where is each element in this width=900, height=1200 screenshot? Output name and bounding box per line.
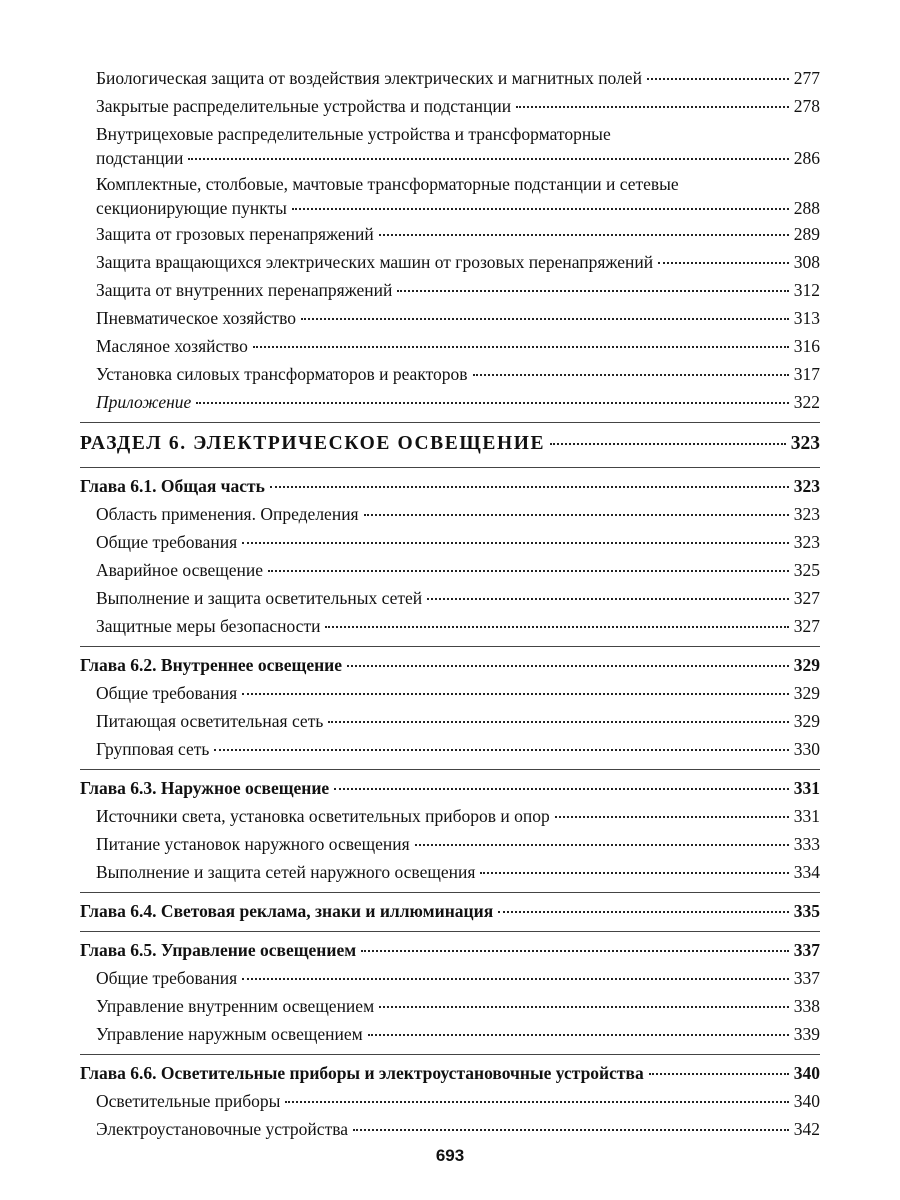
dot-leader [196, 402, 788, 404]
toc-entry [80, 735, 820, 763]
dot-leader [188, 158, 788, 160]
toc-entry-page: 325 [793, 560, 820, 580]
toc-entry-page: 329 [793, 683, 820, 703]
toc-entry-page: 334 [793, 862, 820, 882]
chapter-page: 340 [793, 1063, 820, 1083]
toc-chapter [80, 651, 820, 679]
toc-entry [80, 556, 820, 584]
toc-entry-page: 322 [793, 392, 820, 412]
toc-entry [96, 146, 820, 170]
divider [80, 467, 820, 468]
toc-entry-title: Выполнение и защита сетей наружного освещения [96, 862, 476, 882]
toc-entry-title: Общие требования [96, 683, 238, 703]
toc-entry [80, 360, 820, 388]
dot-leader [242, 978, 789, 980]
toc-entry-title: Защита от грозовых перенапряжений [96, 224, 374, 244]
toc-entry-title: Питающая осветительная сеть [96, 711, 324, 731]
toc-entry [80, 679, 820, 707]
page-number: 693 [435, 1146, 465, 1165]
toc-entry-title: Приложение [96, 392, 192, 412]
toc-entry [80, 584, 820, 612]
chapter-title: Глава 6.5. Управление освещением [80, 940, 357, 960]
divider [80, 422, 820, 423]
toc-entry-title: Установка силовых трансформаторов и реакторов [96, 364, 468, 384]
chapter-title: Глава 6.3. Наружное освещение [80, 778, 330, 798]
toc-entry-page: 337 [793, 968, 820, 988]
toc-entry [80, 612, 820, 640]
toc-entry-page: 312 [793, 280, 820, 300]
chapter-title: Глава 6.1. Общая часть [80, 476, 265, 496]
dot-leader [427, 598, 789, 600]
divider [80, 1054, 820, 1055]
dot-leader [270, 486, 789, 488]
toc-entry [80, 707, 820, 735]
toc-entry-page: 342 [793, 1119, 820, 1139]
toc-entry-page: 289 [793, 224, 820, 244]
toc-entry [80, 92, 820, 120]
dot-leader [242, 542, 789, 544]
toc-entry-page: 308 [793, 252, 820, 272]
divider [80, 646, 820, 647]
dot-leader [480, 872, 788, 874]
toc-entry-page: 333 [793, 834, 820, 854]
toc-entry-page: 277 [793, 68, 820, 88]
dot-leader [397, 290, 788, 292]
toc-entry-title: Общие требования [96, 532, 238, 552]
toc-entry-page: 313 [793, 308, 820, 328]
toc-entry-title: Управление наружным освещением [96, 1024, 363, 1044]
chapter-page: 337 [793, 940, 820, 960]
toc-chapter [80, 936, 820, 964]
divider [80, 892, 820, 893]
toc-entry-title: Масляное хозяйство [96, 336, 248, 356]
toc-entry-page: 316 [793, 336, 820, 356]
dot-leader [292, 208, 789, 210]
toc-entry-page: 338 [793, 996, 820, 1016]
dot-leader [516, 106, 789, 108]
toc-entry-title: Электроустановочные устройства [96, 1119, 349, 1139]
dot-leader [647, 78, 789, 80]
toc-entry-title: подстанции [96, 148, 184, 168]
chapter-page: 329 [793, 655, 820, 675]
toc-section-heading [80, 427, 820, 461]
toc-entry [80, 1087, 820, 1115]
toc-entry-page: 327 [793, 588, 820, 608]
dot-leader [555, 816, 789, 818]
toc-entry-title-line1: Внутрицеховые распределительные устройства и трансформаторные [96, 124, 611, 144]
dot-leader [253, 346, 789, 348]
toc-entry [80, 964, 820, 992]
toc-entry-page: 278 [793, 96, 820, 116]
dot-leader [242, 693, 789, 695]
dot-leader [379, 1006, 789, 1008]
toc-entry-page: 323 [793, 532, 820, 552]
toc-entry-multiline [80, 172, 820, 220]
section-title: РАЗДЕЛ 6. ЭЛЕКТРИЧЕСКОЕ ОСВЕЩЕНИЕ [80, 433, 546, 454]
toc-entry-page: 339 [793, 1024, 820, 1044]
chapter-page: 323 [793, 476, 820, 496]
toc-entry-title: Защита от внутренних перенапряжений [96, 280, 393, 300]
toc-entry-title: Пневматическое хозяйство [96, 308, 296, 328]
toc-entry [80, 528, 820, 556]
chapter-title: Глава 6.2. Внутреннее освещение [80, 655, 343, 675]
chapter-page: 331 [793, 778, 820, 798]
toc-entry-appendix [80, 388, 820, 416]
toc-entry-page: 329 [793, 711, 820, 731]
dot-leader [325, 626, 788, 628]
toc-entry-title: Закрытые распределительные устройства и подстанции [96, 96, 512, 116]
chapter-title: Глава 6.4. Световая реклама, знаки и иллюминация [80, 901, 494, 921]
dot-leader [334, 788, 789, 790]
toc-entry [80, 500, 820, 528]
toc-entry-page: 286 [793, 148, 820, 168]
divider [80, 769, 820, 770]
toc-entry-title: секционирующие пункты [96, 198, 287, 218]
toc-entry-title: Аварийное освещение [96, 560, 264, 580]
toc-entry-page: 327 [793, 616, 820, 636]
toc-entry [80, 220, 820, 248]
toc-entry [80, 304, 820, 332]
toc-entry [96, 196, 820, 220]
toc-entry-page: 330 [793, 739, 820, 759]
toc-entry [80, 830, 820, 858]
toc-entry-title: Область применения. Определения [96, 504, 359, 524]
toc-entry-multiline [80, 122, 820, 170]
toc-entry [80, 332, 820, 360]
dot-leader [328, 721, 788, 723]
toc-entry-title: Осветительные приборы [96, 1091, 281, 1111]
toc-entry-title: Выполнение и защита осветительных сетей [96, 588, 423, 608]
divider [80, 931, 820, 932]
toc-entry-page: 331 [793, 806, 820, 826]
dot-leader [361, 950, 789, 952]
dot-leader [473, 374, 789, 376]
toc-entry-page: 288 [793, 198, 820, 218]
toc-entry-title-line1: Комплектные, столбовые, мачтовые трансформаторные подстанции и сетевые [96, 174, 679, 194]
dot-leader [301, 318, 789, 320]
dot-leader [649, 1073, 789, 1075]
table-of-contents [80, 64, 820, 1143]
toc-entry-title: Источники света, установка осветительных приборов и опор [96, 806, 550, 826]
toc-chapter [80, 774, 820, 802]
toc-entry-title: Управление внутренним освещением [96, 996, 375, 1016]
toc-chapter [80, 1059, 820, 1087]
toc-entry [80, 858, 820, 886]
toc-entry-page: 323 [793, 504, 820, 524]
chapter-page: 335 [793, 901, 820, 921]
dot-leader [364, 514, 789, 516]
dot-leader [658, 262, 789, 264]
dot-leader [285, 1101, 788, 1103]
toc-entry-title: Питание установок наружного освещения [96, 834, 410, 854]
toc-entry [80, 1020, 820, 1048]
toc-entry-title: Групповая сеть [96, 739, 210, 759]
toc-entry-page: 317 [793, 364, 820, 384]
dot-leader [268, 570, 789, 572]
chapter-title: Глава 6.6. Осветительные приборы и электроустановочные устройства [80, 1063, 644, 1083]
toc-entry [80, 248, 820, 276]
dot-leader [415, 844, 789, 846]
toc-entry [80, 802, 820, 830]
toc-entry-title: Общие требования [96, 968, 238, 988]
toc-entry [80, 992, 820, 1020]
toc-entry [80, 64, 820, 92]
toc-chapter [80, 897, 820, 925]
dot-leader [368, 1034, 789, 1036]
dot-leader [353, 1129, 789, 1131]
dot-leader [550, 443, 786, 445]
dot-leader [498, 911, 789, 913]
toc-entry [80, 276, 820, 304]
toc-entry [80, 1115, 820, 1143]
dot-leader [347, 665, 789, 667]
dot-leader [379, 234, 789, 236]
toc-chapter [80, 472, 820, 500]
toc-entry-title: Биологическая защита от воздействия электрических и магнитных полей [96, 68, 642, 88]
dot-leader [214, 749, 788, 751]
toc-entry-title: Защита вращающихся электрических машин от грозовых перенапряжений [96, 252, 654, 272]
toc-entry-page: 340 [793, 1091, 820, 1111]
section-page: 323 [790, 433, 820, 454]
toc-entry-title: Защитные меры безопасности [96, 616, 321, 636]
